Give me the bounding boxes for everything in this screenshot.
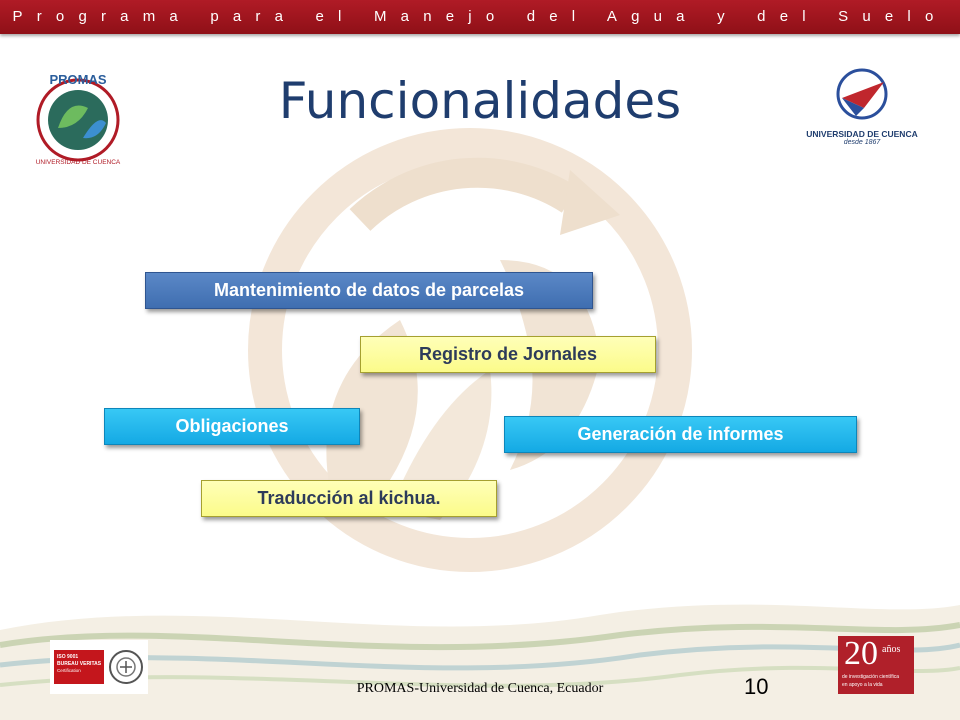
feature-registro-jornales: Registro de Jornales [360, 336, 656, 373]
page-number: 10 [744, 674, 769, 699]
footer-caption: PROMAS-Universidad de Cuenca, Ecuador [356, 681, 604, 696]
top-banner [0, 0, 960, 34]
cuenca-emblem-icon [806, 64, 918, 124]
university-name: UNIVERSIDAD DE CUENCA [806, 129, 918, 139]
program-name: Programa para el Manejo del Agua y del Suelo [12, 8, 948, 25]
anniversary-word: años [882, 644, 901, 655]
universidad-cuenca-logo [806, 64, 918, 148]
feature-mantenimiento: Mantenimiento de datos de parcelas [145, 272, 593, 309]
cert-line-2: BUREAU VERITAS [57, 661, 102, 667]
feature-generacion-informes: Generación de informes [504, 416, 857, 453]
slide-title: Funcionalidades [278, 72, 682, 130]
feature-traduccion-kichua: Traducción al kichua. [201, 480, 497, 517]
feature-obligaciones: Obligaciones [104, 408, 360, 445]
promas-logo [28, 68, 128, 168]
anniversary-line-2: en apoyo a la vida [842, 682, 883, 688]
anniversary-number: 20 [844, 635, 878, 672]
cert-line-1: ISO 9001 [57, 654, 79, 660]
svg-text:UNIVERSIDAD DE CUENCA: UNIVERSIDAD DE CUENCA [35, 159, 121, 166]
university-since: desde 1867 [843, 139, 881, 146]
anniversary-line-1: de investigación científica [842, 674, 899, 680]
cert-line-3: Certification [57, 668, 81, 673]
svg-text:PROMAS: PROMAS [49, 72, 107, 87]
